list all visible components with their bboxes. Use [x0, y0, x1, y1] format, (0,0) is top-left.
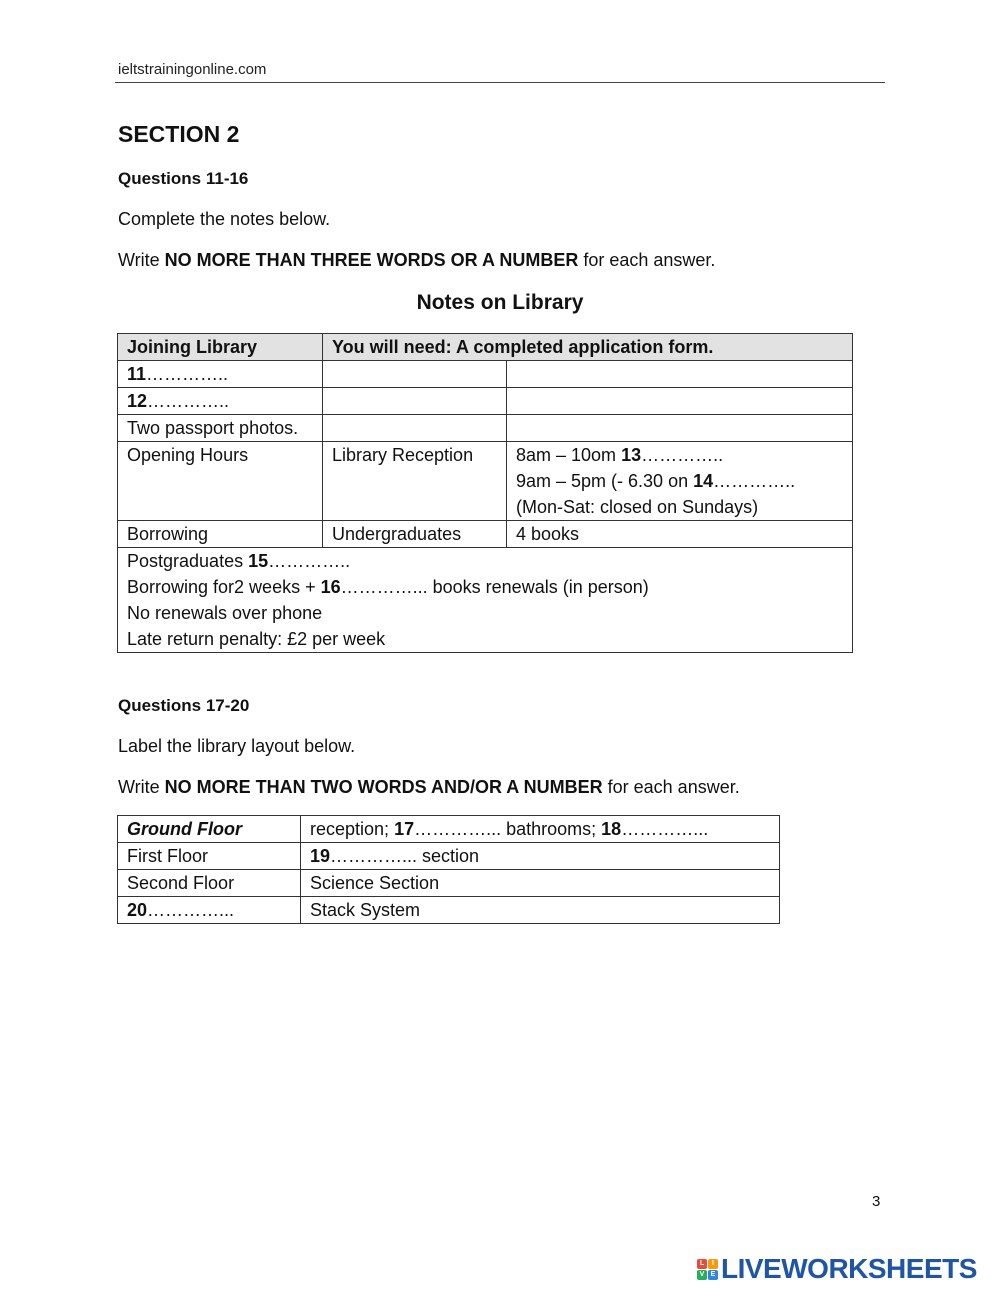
opening-hours-detail [507, 442, 853, 521]
header-divider [115, 82, 885, 83]
late-penalty-note: Late return penalty: £2 per week [127, 629, 386, 649]
table-row [118, 442, 853, 521]
answer-gap-14[interactable]: 9am – 5pm (- 6.30 on 14………….. [516, 471, 796, 491]
borrowing-label: Borrowing [118, 521, 323, 548]
no-renewals-note: No renewals over phone [127, 603, 323, 623]
table-row [118, 870, 780, 897]
science-section-cell: Science Section [301, 870, 780, 897]
library-notes-table [117, 333, 853, 653]
answer-gap-15[interactable]: Postgraduates 15………….. [127, 551, 351, 571]
answer-gap-13[interactable]: 8am – 10om 13………….. [516, 445, 724, 465]
undergraduates-cell: Undergraduates [323, 521, 507, 548]
table-row [118, 521, 853, 548]
header-joining-library: Joining Library [118, 334, 323, 361]
opening-hours-label: Opening Hours [118, 442, 323, 521]
ground-floor-detail: reception; 17…………... bathrooms; 18…………... [301, 816, 780, 843]
ground-floor-label: Ground Floor [118, 816, 301, 843]
four-books-cell: 4 books [507, 521, 853, 548]
answer-gap-12[interactable]: 12………….. [118, 388, 323, 415]
instruction-complete-notes: Complete the notes below. [118, 209, 331, 229]
instruction-label-layout: Label the library layout below. [118, 736, 356, 756]
liveworksheets-logo-icon: L I V E [697, 1259, 718, 1280]
answer-gap-18[interactable]: 18 [601, 819, 622, 839]
table-row [118, 415, 853, 442]
section-title: SECTION 2 [118, 121, 240, 147]
table-header-row [118, 334, 853, 361]
word-limit-instruction-1: Write NO MORE THAN THREE WORDS OR A NUMBER for each answer. [118, 250, 716, 270]
table-row [118, 897, 780, 924]
borrowing-details [118, 548, 853, 653]
table-row [118, 816, 780, 843]
questions-17-20-heading: Questions 17-20 [118, 696, 250, 715]
table-row [118, 843, 780, 870]
answer-gap-16[interactable]: Borrowing for2 weeks + 16…………... books renewals (in person) [127, 577, 649, 597]
answer-gap-19[interactable]: 19…………... section [301, 843, 780, 870]
liveworksheets-logo[interactable] [697, 1253, 977, 1285]
answer-gap-11[interactable]: 11………….. [118, 361, 323, 388]
header-requirements: You will need: A completed application form. [323, 334, 853, 361]
passport-photos-cell: Two passport photos. [118, 415, 323, 442]
table-row [118, 548, 853, 653]
liveworksheets-logo-text: LIVEWORKSHEETS [721, 1253, 977, 1284]
site-url: ieltstrainingonline.com [118, 61, 267, 78]
table-row [118, 388, 853, 415]
answer-gap-17[interactable]: 17 [394, 819, 415, 839]
notes-title: Notes on Library [416, 291, 584, 314]
library-layout-table [117, 815, 780, 924]
closed-sundays-note: (Mon-Sat: closed on Sundays) [516, 497, 759, 517]
answer-gap-20[interactable]: 20…………... [118, 897, 301, 924]
library-reception-cell: Library Reception [323, 442, 507, 521]
questions-11-16-heading: Questions 11-16 [118, 169, 249, 188]
word-limit-instruction-2: Write NO MORE THAN TWO WORDS AND/OR A NUMBER for each answer. [118, 777, 740, 797]
first-floor-label: First Floor [118, 843, 301, 870]
second-floor-label: Second Floor [118, 870, 301, 897]
table-row [118, 361, 853, 388]
stack-system-cell: Stack System [301, 897, 780, 924]
page-number: 3 [872, 1193, 881, 1210]
